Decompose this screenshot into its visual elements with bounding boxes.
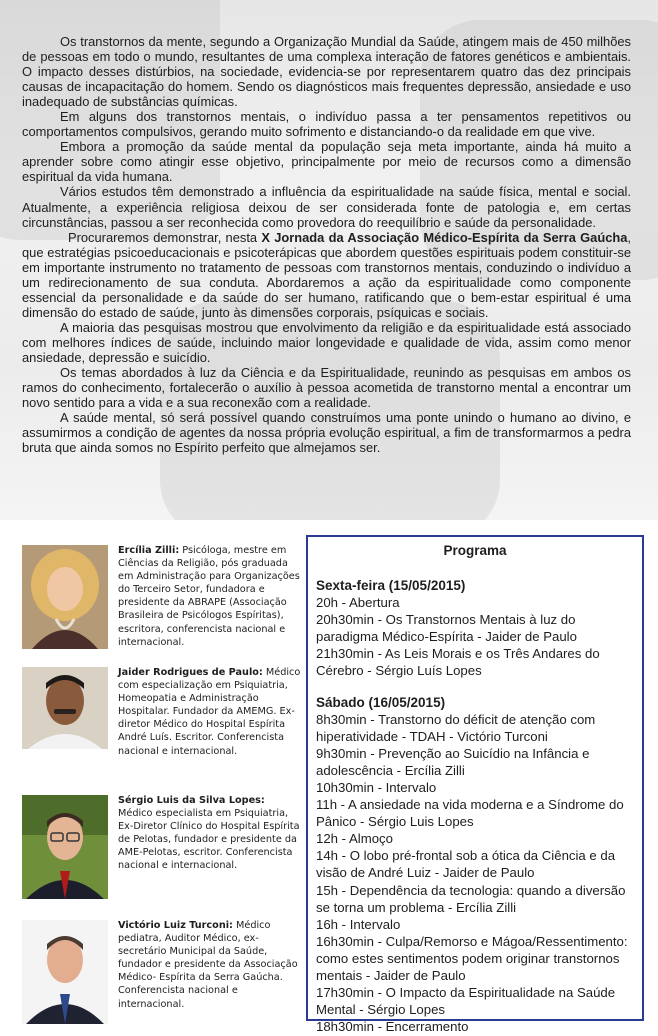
intro-paragraph: Os transtornos da mente, segundo a Organização Mundial da Saúde, atingem mais de 450 milhões de pessoas em todo o mundo, resultantes de uma complexa interação de fatores genéticos e ambientais. O impacto desses distúrbios, na sociedade, evidencia-se por representarem quatro das dez principais causas de incapacitação do homem. Sendo os diagnósticos mais frequentes depressão, ansiedade e uso inadequado de substâncias químicas. [22,34,631,110]
program-item: 15h - Dependência da tecnologia: quando a diversão se torna um problema - Ercília Zilli [316,882,626,915]
speaker-description: Médico pediatra, Auditor Médico, ex-secretário Municipal da Saúde, fundador e presidente da Associação Médico- Espírita da Serra Gaúcha. Conferencista nacional e internacional. [118,920,298,1010]
program-item: 21h30min - As Leis Morais e os Três Andares do Cérebro - Sérgio Luís Lopes [316,646,600,679]
program-item: 20h - Abertura [316,595,400,611]
speaker-photo [22,795,108,899]
speaker-portrait-sergio [22,795,108,899]
program-item: 11h - A ansiedade na vida moderna e a Síndrome do Pânico - Sérgio Luis Lopes [316,797,624,830]
program-item: 18h30min - Encerramento [316,1018,469,1034]
program-item: 17h30min - O Impacto da Espiritualidade na Saúde Mental - Sérgio Lopes [316,984,616,1017]
speaker-bio [118,544,302,649]
speaker-name: Victório Luiz Turconi: [118,920,233,931]
speaker-photo [22,545,108,649]
program-item: 20h30min - Os Transtornos Mentais à luz do paradigma Médico-Espírita - Jaider de Paulo [316,612,577,645]
program-title: Programa [443,543,507,558]
speaker-portrait-ercilia [22,545,108,649]
speaker-description: Médico com especialização em Psiquiatria, Homeopatia e Administração Hospitalar. Fundador da AMEMG. Ex-diretor Médico do Hospital Espírita André Luís. Escritor. Conferencista nacional e internacional. [118,667,301,757]
program-item: 10h30min - Intervalo [316,780,437,796]
program-day [316,577,636,679]
intro-text [22,34,631,455]
intro-paragraph: Os temas abordados à luz da Ciência e da Espiritualidade, reunindo as pesquisas em ambos os ramos do conhecimento, fortalecerão o auxílio à pessoa acometida de transtorno mental a encontrar um novo sentido para a vida e a sua reconexão com a realidade. [22,365,631,411]
intro-paragraph: Vários estudos têm demonstrado a influência da espiritualidade na saúde física, mental e social. Atualmente, a experiência religiosa deixou de ser considerada fonte de patologia e, em certas circunstâncias, passou a ser reconhecida como provedora do reequilíbrio e saúde da personalidade. [22,184,631,230]
intro-text-segment: Procuraremos demonstrar, nesta [68,229,262,245]
speaker-name: Jaider Rodrigues de Paulo: [118,667,263,678]
intro-paragraph: Em alguns dos transtornos mentais, o indivíduo passa a ter pensamentos repetitivos ou comportamentos compulsivos, gerando muito sofrimento e distanciando-o da realidade em que vive. [22,109,631,140]
speaker-bio [118,666,302,758]
speaker-name: Ercília Zilli: [118,545,180,556]
program-item: 9h30min - Prevenção ao Suicídio na Infância e adolescência - Ercília Zilli [316,746,590,779]
speaker-portrait-victorio [22,920,108,1024]
program-item: 16h30min - Culpa/Remorso e Mágoa/Ressentimento: como estes sentimentos podem originar transtornos mentais - Jaider de Paulo [316,933,628,983]
program-item: 8h30min - Transtorno do déficit de atenção com hiperatividade - TDAH - Victório Turconi [316,712,596,745]
speaker-bio [118,919,302,1011]
program-day [316,694,636,1035]
speaker-description: Psicóloga, mestre em Ciências da Religião, pós graduada em Administração para Organizações do Terceiro Setor, fundadora e presidente da ABRAPE (Associação Brasileira de Psicólogos Espíritas), escritora, conferencista nacional e internacional. [118,545,300,648]
event-name: X Jornada da Associação Médico-Espírita da Serra Gaúcha [261,229,628,245]
program-day-heading: Sábado (16/05/2015) [316,695,446,710]
speaker-portrait-jaider [22,667,108,749]
program-item: 12h - Almoço [316,831,393,847]
speaker-photo [22,920,108,1024]
program-item: 14h - O lobo pré-frontal sob a ótica da Ciência e da visão de André Luiz - Jaider de Paulo [316,848,616,881]
speaker-name: Sérgio Luis da Silva Lopes: [118,795,265,806]
speaker-photo [22,667,108,749]
program-item: 16h - Intervalo [316,916,401,932]
program-day-heading: Sexta-feira (15/05/2015) [316,578,466,593]
speaker-bio [118,794,302,873]
intro-paragraph: Embora a promoção da saúde mental da população seja meta importante, ainda há muito a aprender sobre como atingir esse objetivo, principalmente por meio de recursos como a dimensão espiritual da vida humana. [22,139,631,185]
intro-paragraph: A maioria das pesquisas mostrou que envolvimento da religião e da espiritualidade está associado com melhores índices de saúde, incluindo maior longevidade e qualidade de vida, assim como menor ansiedade, depressão e suicídio. [22,319,631,365]
program-box [306,535,644,1034]
speaker-description: Médico especialista em Psiquiatria, Ex-Diretor Clínico do Hospital Espírita de Pelotas, fundador e presidente da AME-Pelotas, escritor. Conferencista nacional e internacional. [118,808,300,872]
intro-text-segment: , que estratégias psicoeducacionais e psicoterápicas que abordem questões espirituais podem constituir-se em importante instrumento no tratamento de pessoas com transtornos mentais, conduzindo o indivíduo a um redirecionamento de sua conduta. Abordaremos a ação da espiritualidade como componente essencial da personalidade e da saúde do ser humano, ratificando que o bem-estar espiritual é uma dimensão do estado de saúde, junto às dimensões corporais, psíquicas e sociais. [22,229,632,320]
intro-paragraph-jornada [22,230,631,320]
intro-paragraph: A saúde mental, só será possível quando construímos uma ponte unindo o humano ao divino, e assumirmos a condição de agentes da nossa própria evolução espiritual, a fim de transformarmos a pedra bruta que ainda somos no Espírito perfeito que almejamos ser. [22,410,631,456]
